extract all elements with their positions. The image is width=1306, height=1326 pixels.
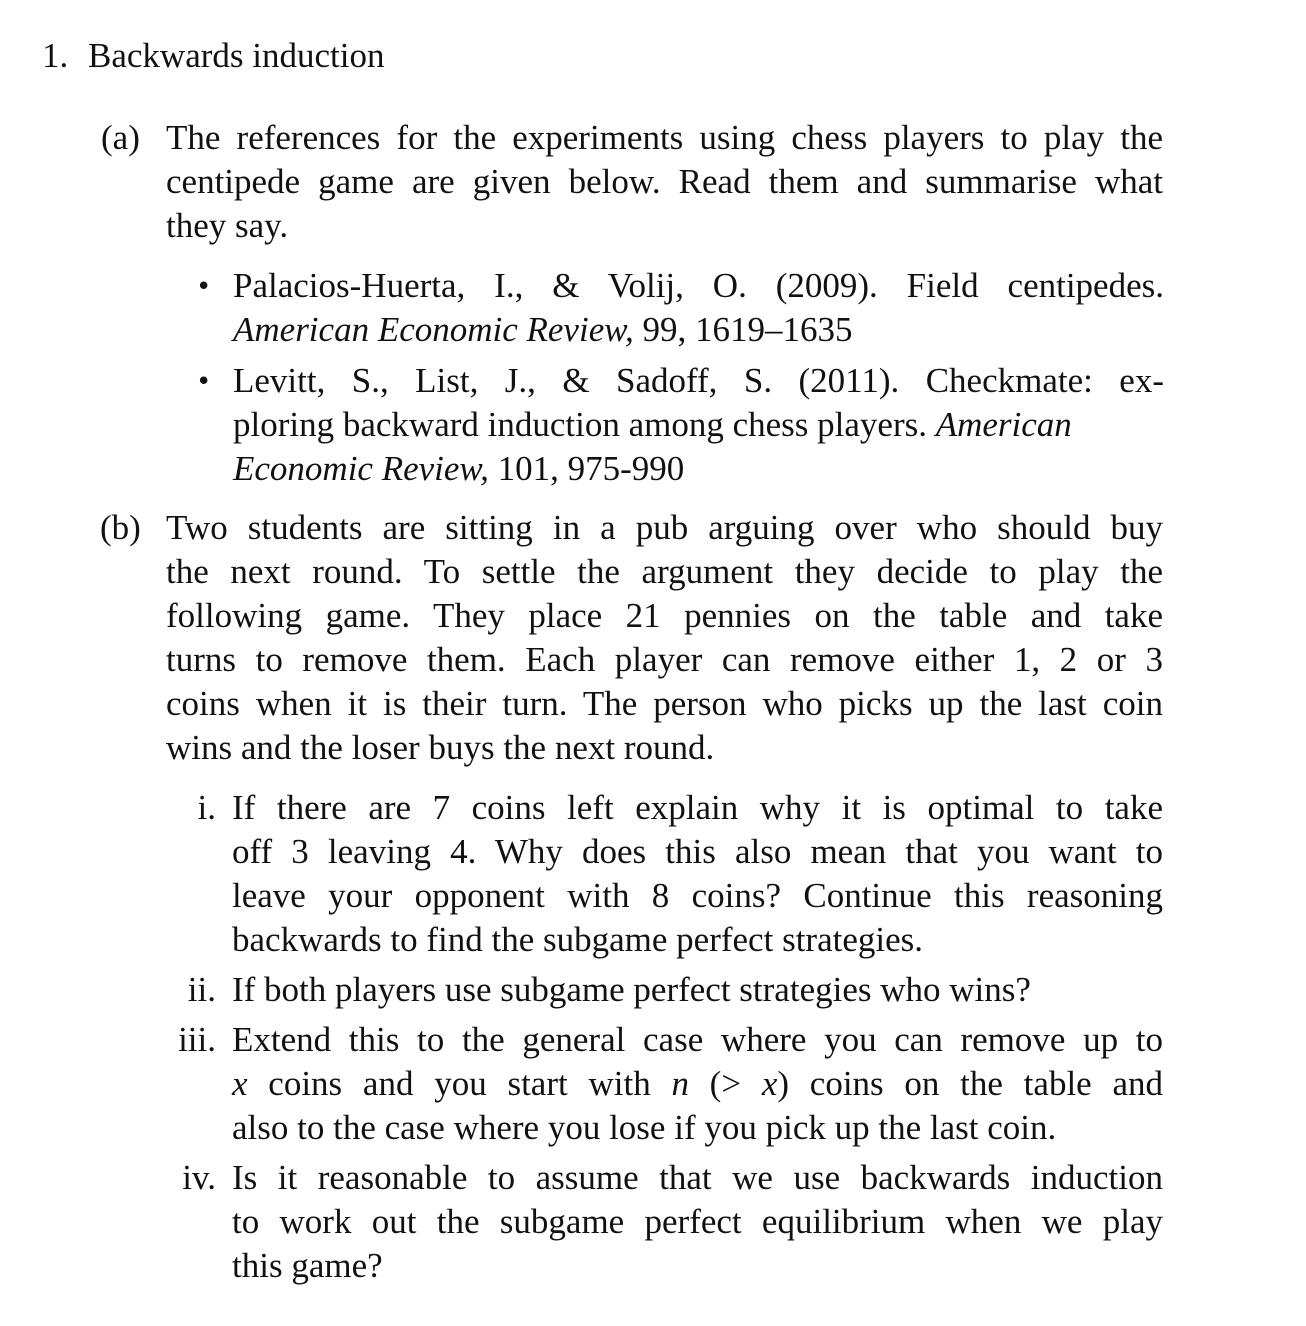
part-a-line: centipede game are given below. Read them and summarise what: [166, 162, 1163, 201]
subpart-iii-line: Extend this to the general case where you can remove up to: [232, 1020, 1163, 1059]
variable-x: x: [232, 1064, 248, 1103]
part-a-label: (a): [101, 118, 140, 157]
reference-1-line2: [233, 308, 852, 352]
reference-2-line1: Levitt, S., List, J., & Sadoff, S. (2011). Checkmate: ex-: [233, 361, 1164, 400]
part-b-line: wins and the loser buys the next round.: [166, 728, 715, 767]
subpart-iii-line: [232, 1062, 1163, 1106]
reference-2-journal-start: American: [935, 405, 1072, 444]
bullet-icon: •: [196, 272, 212, 302]
part-b-line: Two students are sitting in a pub arguing over who should buy: [166, 508, 1163, 547]
subpart-iv-line: this game?: [232, 1246, 383, 1285]
part-b-line: following game. They place 21 pennies on the table and take: [166, 596, 1163, 635]
subpart-iii-text: (>: [688, 1064, 762, 1103]
question-title: Backwards induction: [88, 36, 385, 75]
subpart-i-line: If there are 7 coins left explain why it is optimal to take: [232, 788, 1163, 827]
variable-n: n: [671, 1064, 689, 1103]
variable-x: x: [761, 1064, 778, 1103]
part-b-label: (b): [100, 508, 141, 547]
subpart-i-line: leave your opponent with 8 coins? Continue this reasoning: [232, 876, 1163, 915]
subpart-iii-text: coins and you start with: [247, 1064, 672, 1103]
reference-2-volume: 101, 975-990: [488, 449, 685, 488]
bullet-icon: •: [196, 367, 212, 397]
reference-1-line1: Palacios-Huerta, I., & Volij, O. (2009). Field centipedes.: [233, 266, 1164, 305]
subpart-iii-line: also to the case where you lose if you pick up the last coin.: [232, 1108, 1057, 1147]
part-b-line: turns to remove them. Each player can remove either 1, 2 or 3: [166, 640, 1163, 679]
reference-1-volume: 99, 1619–1635: [633, 310, 853, 349]
reference-2-title-end: ploring backward induction among chess players.: [233, 405, 936, 444]
part-a-line: The references for the experiments using chess players to play the: [166, 118, 1163, 157]
reference-2-journal-end: Economic Review,: [233, 449, 489, 488]
subpart-i-line: off 3 leaving 4. Why does this also mean that you want to: [232, 832, 1163, 871]
reference-1-journal: American Economic Review,: [233, 310, 634, 349]
part-a-line: they say.: [166, 206, 289, 245]
reference-2-line2: [233, 403, 1072, 447]
subpart-iii-label: iii.: [178, 1020, 216, 1059]
subpart-i-line: backwards to find the subgame perfect strategies.: [232, 920, 923, 959]
part-b-line: coins when it is their turn. The person who picks up the last coin: [166, 684, 1163, 723]
part-b-line: the next round. To settle the argument they decide to play the: [166, 552, 1163, 591]
subpart-ii-label: ii.: [187, 970, 216, 1009]
question-number: 1.: [42, 36, 69, 75]
subpart-iv-line: Is it reasonable to assume that we use backwards induction: [232, 1158, 1163, 1197]
subpart-ii-line: If both players use subgame perfect strategies who wins?: [232, 970, 1031, 1009]
subpart-iv-line: to work out the subgame perfect equilibrium when we play: [232, 1202, 1163, 1241]
subpart-i-label: i.: [197, 788, 216, 827]
subpart-iii-text: ) coins on the table and: [777, 1064, 1163, 1103]
reference-2-line3: [233, 447, 684, 491]
subpart-iv-label: iv.: [182, 1158, 216, 1197]
